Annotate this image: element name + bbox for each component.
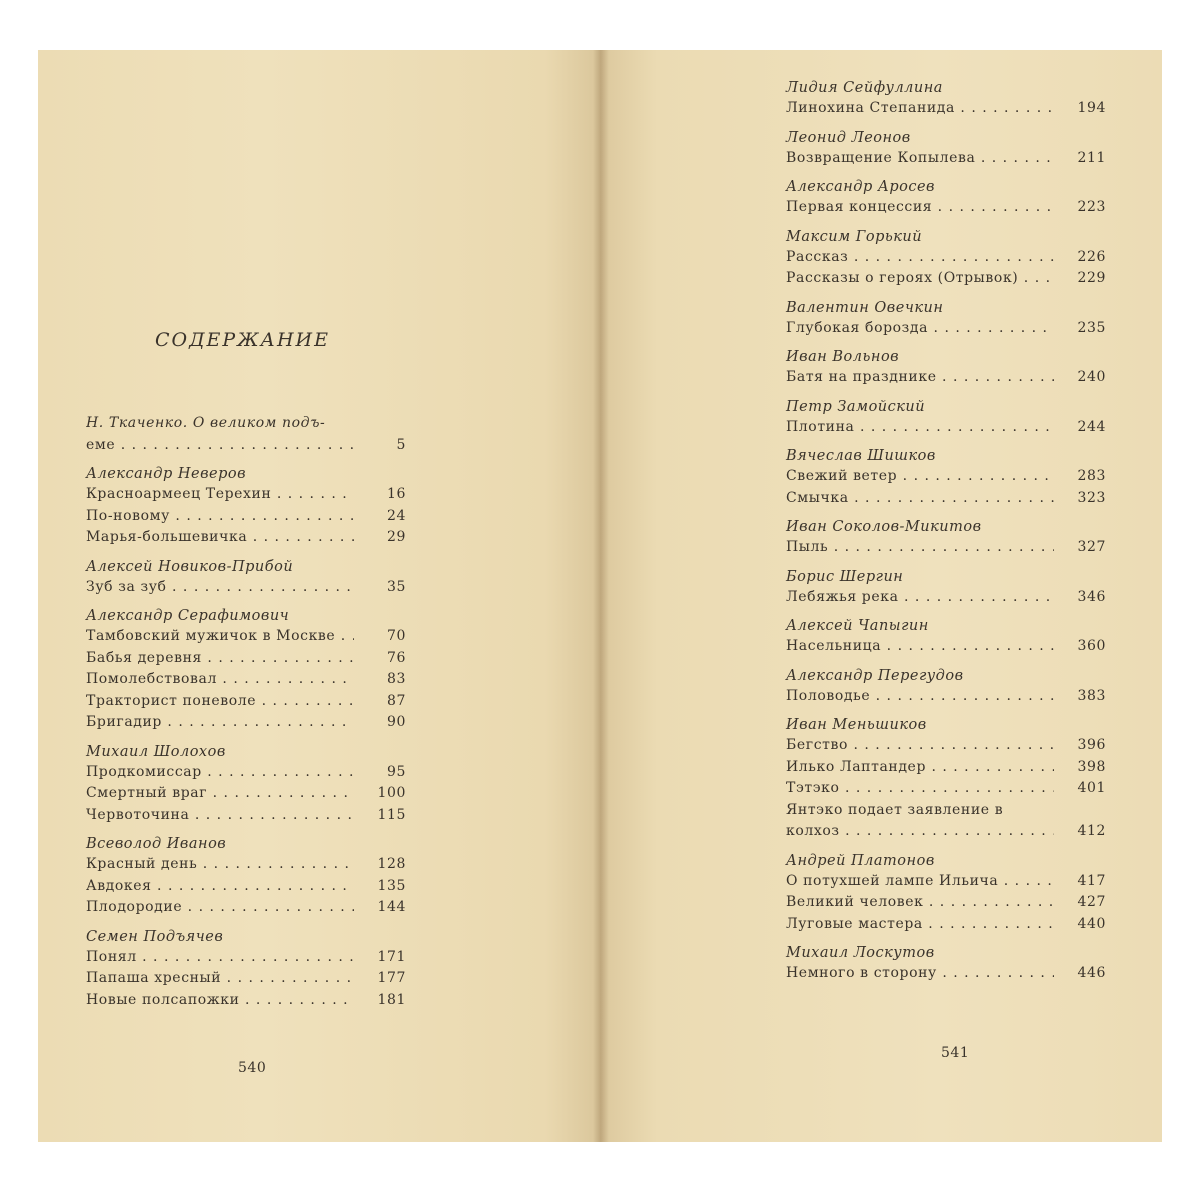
toc-page-number: 417 [1077,872,1106,889]
toc-author: Иван Вольнов [786,349,900,365]
toc-entry [786,466,1106,488]
toc-entry [86,947,406,969]
toc-entry-title [786,686,1054,708]
toc-author-group [86,606,406,734]
toc-entry [786,757,1106,779]
toc-page-number: 70 [386,628,406,644]
contents-heading: СОДЕРЖАНИЕ [155,329,330,351]
toc-author: Максим Горький [786,228,923,245]
toc-entry-title [86,968,354,990]
toc-page-number: 24 [386,507,406,524]
toc-page-number: 396 [1077,737,1106,753]
toc-entry-title [786,914,1054,936]
toc-author: Александр Серафимович [86,608,290,624]
toc-entry-title-text: Тракторист поневоле [86,692,257,709]
toc-entry-title [86,762,354,784]
toc-entry [86,805,406,827]
toc-entry-title-text: Луговые мастера [786,915,923,932]
toc-author: Александр Перегудов [786,667,964,684]
toc-page-number: 244 [1077,418,1106,435]
toc-page-number: 226 [1077,248,1106,265]
toc-entry-title [86,897,354,919]
toc-page-number: 181 [377,991,406,1008]
toc-author-group [86,557,406,599]
toc-author: Иван Соколов-Микитов [786,519,982,535]
toc-entry-title-text: Половодье [786,687,871,704]
toc-entry [786,318,1106,340]
toc-author: Александр Аросев [786,179,935,195]
toc-author: Александр Неверов [86,466,247,482]
book-spread [38,50,1162,1142]
toc-entry-title-text: Папаша хресный [86,970,222,986]
toc-entry [86,897,406,919]
toc-entry-title-text: Рассказ [786,248,849,265]
toc-entry-title: Янтэко подает заявление в [786,801,1004,818]
toc-entry-title-text: Бабья деревня [86,649,202,666]
intro-author-line: Н. Ткаченко. О великом подъ- [86,415,326,431]
toc-author-group [786,517,1106,559]
toc-entry-title [86,854,354,876]
book-gutter [593,50,609,1142]
toc-author-group [86,742,406,827]
toc-entry-title-text: Плотина [786,418,855,435]
toc-entry-title [86,876,354,898]
toc-author-group [786,78,1106,120]
toc-entry-title [786,735,1054,757]
toc-entry [786,488,1106,510]
toc-page-number: 171 [377,948,406,965]
toc-author: Алексей Чапыгин [786,618,929,634]
toc-author: Андрей Платонов [786,852,935,869]
toc-page-number: 87 [386,692,406,709]
toc-author-group [786,128,1106,170]
toc-entry-title-text: Рассказы о героях (Отрывок) [786,270,1019,286]
toc-author: Валентин Овечкин [786,299,944,316]
toc-page-number: 144 [377,899,406,915]
toc-entry-title [786,247,1054,269]
toc-author: Алексей Новиков-Прибой [86,558,294,575]
toc-entry [86,854,406,876]
toc-entry [86,484,406,506]
toc-entry-title [86,648,354,670]
toc-author: Леонид Леонов [786,129,911,146]
toc-entry-title [786,757,1054,779]
toc-intro [86,413,406,456]
toc-entry-title [86,783,354,805]
toc-entry [786,148,1106,170]
toc-page-number: 95 [386,763,406,780]
toc-page-number: 135 [377,877,406,894]
toc-entry-title-text: По-новому [86,507,170,524]
toc-author: Всеволод Иванов [86,836,227,852]
page-number-right: 541 [941,1045,970,1061]
toc-entry [86,577,406,599]
toc-entry-title-text: Илько Лаптандер [786,758,927,775]
toc-entry [786,537,1106,559]
toc-page-number: 323 [1077,489,1106,506]
toc-entry [86,527,406,549]
toc-author-group [86,927,406,1012]
toc-page-number: 383 [1077,687,1106,704]
toc-entry-title [786,587,1054,609]
toc-entry-title-text: Червоточина [86,806,190,823]
toc-entry-title-text: Марья-большевичка [86,529,248,545]
left-groups [86,464,406,1011]
toc-entry [786,963,1106,985]
toc-entry-title [786,148,1054,170]
toc-entry-title-text: Понял [86,948,137,965]
toc-entry-title-text: Первая концессия [786,199,933,215]
toc-page-number: 360 [1077,638,1106,654]
toc-entry [86,669,406,691]
toc-author: Вячеслав Шишков [786,448,936,464]
toc-entry-title [86,626,354,648]
toc-entry [786,800,1106,843]
toc-author-group [786,943,1106,985]
toc-entry-title-line2: колхоз . . . [786,821,1054,843]
toc-page-number: 327 [1077,539,1106,555]
toc-entry [86,648,406,670]
toc-entry-title-text: Насельница [786,638,882,654]
toc-entry-title-text: Смычка [786,489,849,506]
toc-author: Петр Замойский [786,398,926,415]
toc-author-group [86,464,406,549]
toc-entry-title [786,268,1054,290]
toc-entry-title [86,669,354,691]
right-page [601,50,1162,1142]
toc-entry [786,247,1106,269]
toc-author: Михаил Лоскутов [786,945,935,961]
toc-page-number: 427 [1077,894,1106,910]
toc-page-number: 194 [1077,100,1106,116]
toc-entry [86,876,406,898]
toc-entry-title [786,488,1054,510]
toc-entry-title [86,947,354,969]
toc-entry-title [786,778,1054,800]
toc-entry-title-text: Красный день [86,856,198,872]
toc-entry [786,587,1106,609]
toc-entry-title-text: Пыль [786,539,829,555]
left-toc-column [86,413,406,1019]
toc-author: Семен Подъячев [86,928,224,945]
toc-entry-title [786,963,1054,985]
toc-page-number: 128 [377,856,406,872]
toc-entry [786,914,1106,936]
toc-page-number: 446 [1077,965,1106,981]
toc-entry-title-text: Продкомиссар [86,763,202,780]
toc-page-number: 83 [386,671,406,687]
toc-entry-title [786,537,1054,559]
toc-entry-title-text: Авдокея [86,877,152,894]
toc-author: Иван Меньшиков [786,717,927,733]
toc-author-group [786,446,1106,509]
toc-author-group [786,851,1106,936]
toc-page-number: 76 [386,649,406,666]
toc-entry-title-text: Зуб за зуб [86,578,167,595]
toc-author: Михаил Шолохов [86,743,226,760]
toc-entry-title-text: Смертный враг [86,785,208,801]
toc-author-group [786,177,1106,219]
toc-entry-title-text: Лебяжья река [786,588,899,605]
toc-entry-title-text: Линохина Степанида [786,100,955,116]
toc-entry-title [86,577,354,599]
toc-entry-title-text: Бегство [786,737,849,753]
toc-page-number: 177 [377,970,406,986]
toc-entry-title-text: Тэтэко [786,780,840,796]
toc-entry [786,871,1106,893]
right-toc-column [786,78,1106,993]
toc-author-group [786,715,1106,843]
left-page [38,50,601,1142]
toc-entry [86,691,406,713]
toc-page-number: 229 [1077,270,1106,286]
toc-entry-title [86,506,354,528]
page-number-left: 540 [238,1060,267,1076]
toc-page-number: 115 [377,806,406,823]
toc-entry-title-text: Новые полсапожки [86,991,240,1008]
toc-entry-title [86,712,354,734]
right-groups [786,78,1106,985]
toc-entry [86,783,406,805]
toc-page-number: 100 [377,785,406,801]
toc-entry-title [786,636,1054,658]
toc-page-number: 235 [1077,319,1106,336]
toc-entry-title-text: Глубокая борозда [786,319,929,336]
toc-page-number: 29 [386,529,406,545]
toc-page-number: 5 [396,436,406,453]
toc-entry [86,762,406,784]
toc-entry-title [786,417,1054,439]
toc-entry [86,990,406,1012]
toc-entry [786,892,1106,914]
toc-page-number: 412 [1077,823,1106,839]
toc-entry-title-text: Тамбовский мужичок в Москве [86,628,336,644]
toc-entry-title-text: Возвращение Копылева [786,149,976,166]
toc-page-number: 398 [1077,758,1106,775]
toc-entry [786,268,1106,290]
toc-author-group [786,616,1106,658]
toc-page-number: 35 [386,578,406,595]
intro-line2: еме . . . [86,435,354,457]
toc-author-group [786,397,1106,439]
toc-entry [786,636,1106,658]
toc-entry-title [786,892,1054,914]
toc-page-number: 211 [1077,149,1106,166]
toc-entry [786,735,1106,757]
toc-entry-title-text: Красноармеец Терехин [86,486,272,502]
toc-author: Борис Шергин [786,568,904,585]
toc-page-number: 346 [1077,588,1106,605]
toc-author-group [786,227,1106,290]
toc-entry [86,968,406,990]
toc-entry-title [86,990,354,1012]
toc-entry-title [786,367,1054,389]
toc-entry-title-text: Великий человек [786,894,924,910]
toc-entry-title-text: Бригадир [86,714,162,730]
toc-entry-title-text: Помолебствовал [86,671,217,687]
toc-page-number: 401 [1077,780,1106,796]
toc-entry-title [86,527,354,549]
toc-entry-title [86,484,354,506]
toc-entry [786,686,1106,708]
toc-entry [786,197,1106,219]
toc-entry-title [786,871,1054,893]
toc-entry-title [786,318,1054,340]
toc-author: Лидия Сейфуллина [786,80,943,96]
toc-page-number: 16 [386,486,406,502]
toc-page-number: 283 [1077,468,1106,484]
toc-entry-title-text: Немного в сторону [786,965,937,981]
toc-author-group [786,347,1106,389]
toc-entry-title-text: Батя на празднике [786,369,937,385]
toc-entry [86,506,406,528]
toc-entry-title-text: О потухшей лампе Ильича [786,872,999,889]
toc-entry-title-text: Плодородие [86,899,183,915]
toc-entry [86,712,406,734]
toc-entry [786,417,1106,439]
toc-page-number: 440 [1077,915,1106,932]
toc-entry [86,626,406,648]
toc-entry [786,367,1106,389]
toc-entry [86,413,406,456]
toc-author-group [786,567,1106,609]
toc-entry-title-text: Свежий ветер [786,468,898,484]
toc-entry [786,98,1106,120]
toc-author-group [86,834,406,919]
toc-entry-title [786,98,1054,120]
toc-page-number: 90 [386,714,406,730]
toc-entry-title [86,805,354,827]
toc-author-group [786,666,1106,708]
toc-entry-title [786,197,1054,219]
toc-entry-title [86,691,354,713]
toc-page-number: 240 [1077,369,1106,385]
toc-entry-title [786,466,1054,488]
toc-entry [786,778,1106,800]
toc-author-group [786,298,1106,340]
toc-page-number: 223 [1077,199,1106,215]
